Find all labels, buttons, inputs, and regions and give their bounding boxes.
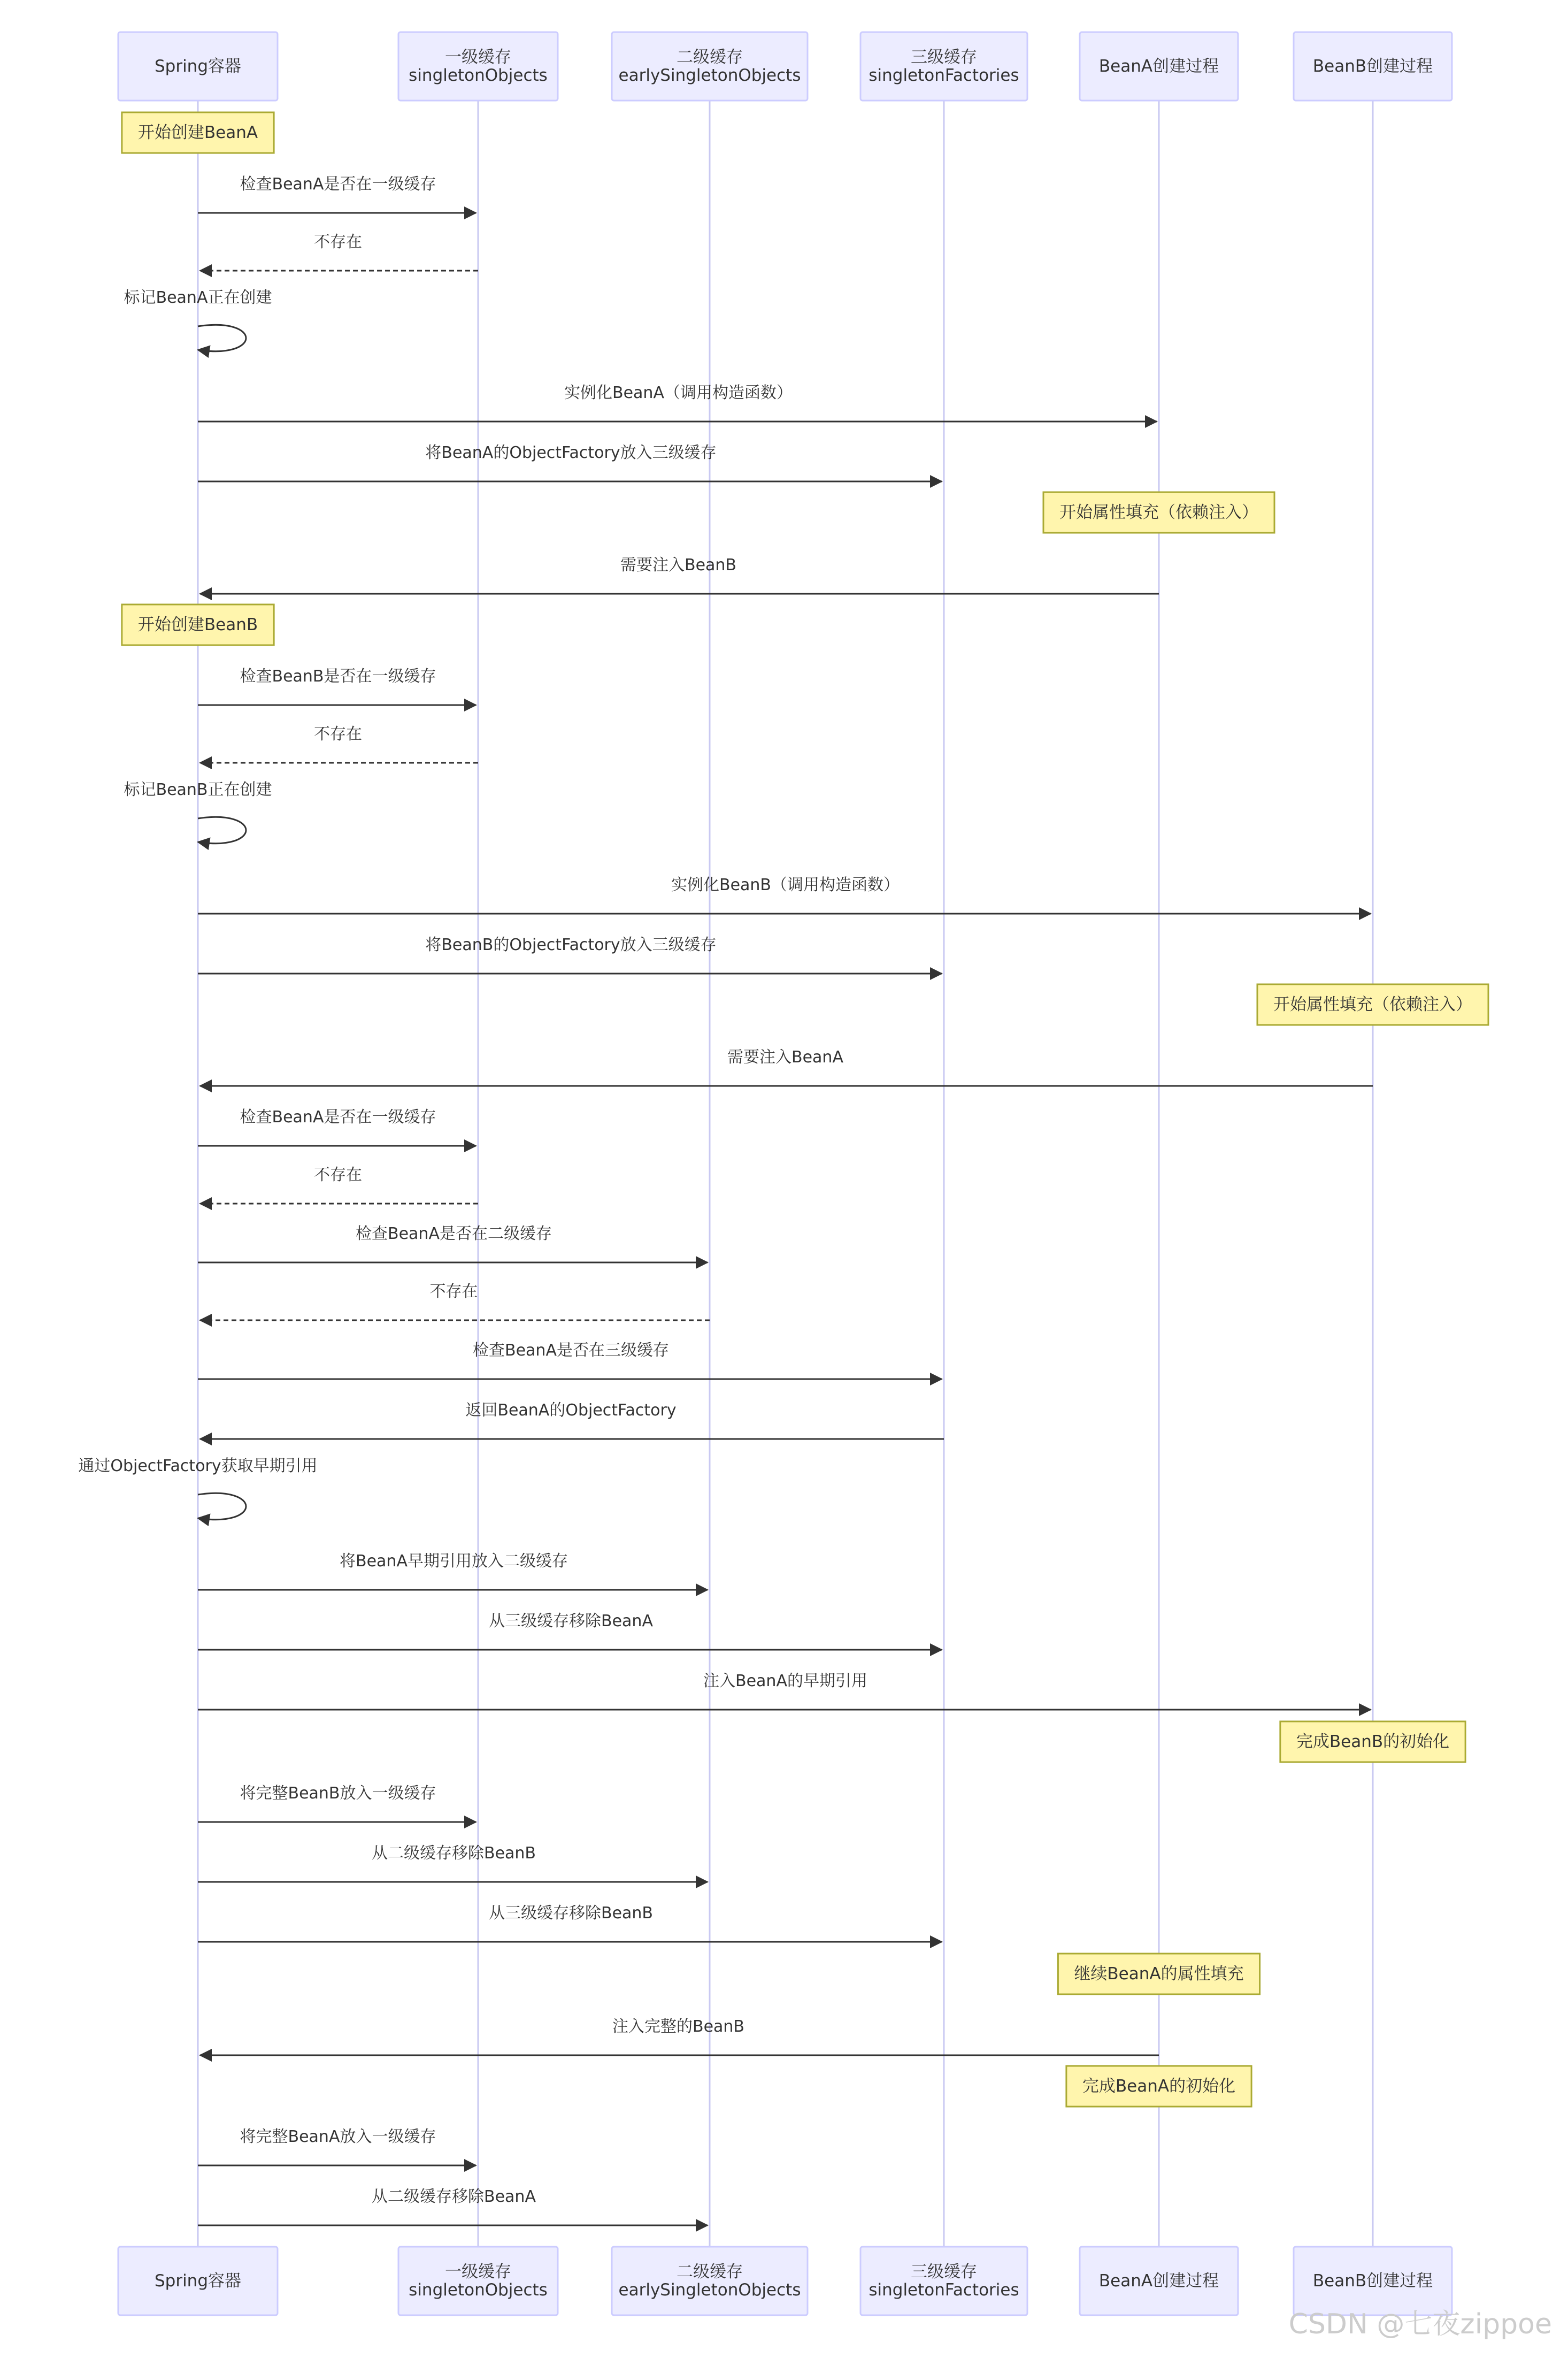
participant-label: earlySingletonObjects: [618, 66, 801, 85]
message: [198, 2187, 708, 2225]
message-label: 实例化BeanA（调用构造函数）: [564, 384, 793, 402]
message-label: 从二级缓存移除BeanA: [372, 2187, 536, 2206]
note-text: 完成BeanA的初始化: [1082, 2077, 1236, 2096]
message-label: 将BeanB的ObjectFactory放入三级缓存: [425, 936, 717, 954]
participant-label: singletonObjects: [409, 66, 548, 85]
participant-label: earlySingletonObjects: [618, 2280, 801, 2300]
message: [200, 1282, 710, 1320]
message-label: 返回BeanA的ObjectFactory: [465, 1401, 677, 1420]
note: [1280, 1721, 1465, 1762]
note: [1257, 984, 1488, 1025]
message: [200, 556, 1159, 594]
note: [122, 112, 274, 153]
note-text: 完成BeanB的初始化: [1296, 1732, 1450, 1751]
message-label: 通过ObjectFactory获取早期引用: [78, 1457, 318, 1475]
message: [198, 1784, 476, 1822]
message: [198, 175, 476, 213]
message-label: 不存在: [314, 233, 362, 251]
participant-label: BeanA创建过程: [1098, 57, 1219, 76]
message-label: 标记BeanB正在创建: [124, 780, 272, 799]
message-label: 检查BeanA是否在三级缓存: [473, 1341, 669, 1360]
participant-spring-top: [118, 32, 278, 101]
message-label: 将完整BeanB放入一级缓存: [240, 1784, 436, 1803]
message-label: 检查BeanA是否在一级缓存: [240, 1108, 436, 1127]
message: [198, 2127, 476, 2165]
message: [198, 384, 1157, 422]
message: [200, 1401, 944, 1439]
participant-label: BeanB创建过程: [1312, 2271, 1433, 2291]
message-label: 检查BeanB是否在一级缓存: [240, 667, 436, 686]
message-label: 将BeanA早期引用放入二级缓存: [340, 1552, 568, 1571]
participant-label: singletonFactories: [868, 2280, 1019, 2300]
message-label: 不存在: [314, 1166, 362, 1184]
message: [198, 1904, 942, 1942]
message: [198, 1844, 708, 1882]
note: [1043, 492, 1274, 533]
message: [198, 936, 942, 974]
participant-spring-bottom: [118, 2247, 278, 2315]
participant-label: Spring容器: [154, 57, 242, 76]
message: [198, 1341, 942, 1379]
message: [198, 1108, 476, 1146]
participant-label: singletonObjects: [409, 2280, 548, 2300]
message-label: 从二级缓存移除BeanB: [371, 1844, 536, 1863]
note: [1066, 2066, 1251, 2107]
message-label: 将完整BeanA放入一级缓存: [240, 2127, 436, 2146]
participant-label: 一级缓存: [445, 48, 511, 67]
note: [1058, 1954, 1259, 1994]
message: [198, 667, 476, 705]
message-label: 标记BeanA正在创建: [124, 288, 272, 307]
note: [122, 604, 274, 645]
message-label: 检查BeanA是否在二级缓存: [356, 1224, 552, 1243]
message-label: 从三级缓存移除BeanB: [488, 1904, 654, 1923]
note-text: 开始属性填充（依赖注入）: [1273, 995, 1472, 1014]
message-label: 注入BeanA的早期引用: [703, 1672, 867, 1690]
participant-beanA-top: [1080, 32, 1238, 101]
message-label: 从三级缓存移除BeanA: [489, 1612, 653, 1630]
message: [198, 443, 942, 481]
participant-beanB-bottom: [1294, 2247, 1452, 2315]
message: [200, 2017, 1159, 2055]
message-label: 将BeanA的ObjectFactory放入三级缓存: [425, 443, 717, 462]
watermark: CSDN @七夜zippoe: [1288, 2308, 1552, 2340]
participant-label: BeanB创建过程: [1312, 57, 1433, 76]
message-label: 需要注入BeanB: [620, 556, 737, 575]
participant-l1-top: [398, 32, 558, 101]
message-label: 不存在: [314, 725, 362, 744]
participant-label: 二级缓存: [677, 2262, 743, 2282]
participant-label: 三级缓存: [911, 2262, 977, 2282]
participant-l1-bottom: [398, 2247, 558, 2315]
message: [198, 876, 1371, 914]
note-text: 开始创建BeanB: [137, 615, 258, 634]
participant-l3-bottom: [860, 2247, 1027, 2315]
participant-label: singletonFactories: [868, 66, 1019, 85]
note-text: 开始属性填充（依赖注入）: [1059, 503, 1258, 522]
participant-label: 一级缓存: [445, 2262, 511, 2282]
message-label: 不存在: [429, 1282, 478, 1301]
message-label: 注入完整的BeanB: [612, 2017, 745, 2036]
message: [198, 1552, 708, 1590]
participant-l3-top: [860, 32, 1027, 101]
participant-l2-bottom: [612, 2247, 808, 2315]
message: [200, 233, 478, 271]
message-label: 需要注入BeanA: [727, 1048, 843, 1067]
note-text: 开始创建BeanA: [137, 123, 258, 142]
participant-l2-top: [612, 32, 808, 101]
participant-beanB-top: [1294, 32, 1452, 101]
participant-label: 三级缓存: [911, 48, 977, 67]
message-label: 实例化BeanB（调用构造函数）: [671, 876, 900, 894]
message: [200, 1048, 1373, 1086]
participant-label: Spring容器: [154, 2271, 242, 2291]
participant-label: 二级缓存: [677, 48, 743, 67]
message: [198, 1224, 708, 1262]
message: [198, 1672, 1371, 1710]
message: [200, 725, 478, 763]
message: [198, 1612, 942, 1650]
participant-label: BeanA创建过程: [1098, 2271, 1219, 2291]
message-label: 检查BeanA是否在一级缓存: [240, 175, 436, 194]
participant-beanA-bottom: [1080, 2247, 1238, 2315]
note-text: 继续BeanA的属性填充: [1074, 1964, 1244, 1984]
message: [200, 1166, 478, 1204]
